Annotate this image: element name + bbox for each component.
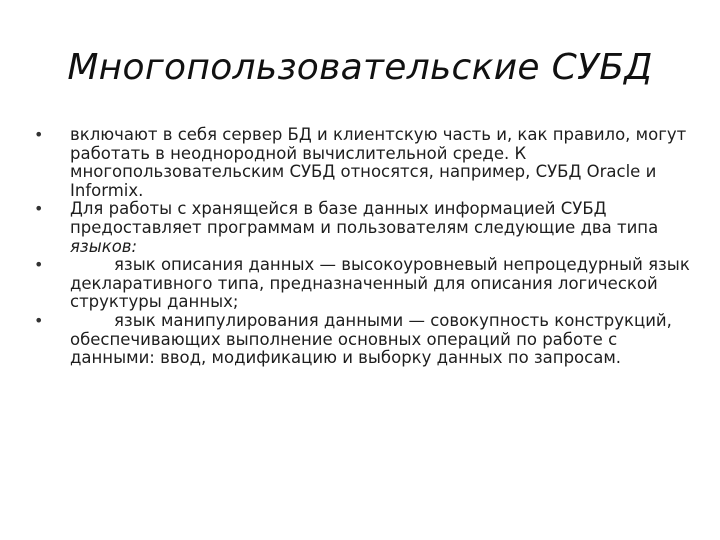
bullet-text: Для работы с хранящейся в базе данных информацией СУБД предоставляет программам и пользователям следующие два типа [70, 199, 659, 237]
bullet-item-2 [34, 200, 694, 256]
bullet-list [34, 126, 694, 368]
bullet-item-1 [34, 126, 694, 200]
bullet-text: язык манипулирования данными — совокупность конструкций, обеспечивающих выполнение основных операций по работе с данными: ввод, модификацию и выборку данных по запросам. [70, 310, 672, 368]
bullet-icon: • [34, 125, 44, 144]
bullet-text-italic: языков: [70, 236, 138, 256]
bullet-item-3 [34, 256, 694, 312]
bullet-text: включают в себя сервер БД и клиентскую часть и, как правило, могут работать в неоднородной вычислительной среде. К многопользовательским СУБД относятся, например, СУБД Oracle и Informix. [70, 125, 687, 200]
bullet-item-4 [34, 312, 694, 368]
bullet-icon: • [34, 310, 44, 330]
slide-title: Многопользовательские СУБД [67, 47, 653, 88]
bullet-icon: • [34, 199, 44, 219]
bullet-text: язык описания данных — высокоуровневый непроцедурный язык декларативного типа, предназначенный для описания логической структуры данных; [70, 255, 690, 312]
bullet-icon: • [34, 255, 44, 275]
